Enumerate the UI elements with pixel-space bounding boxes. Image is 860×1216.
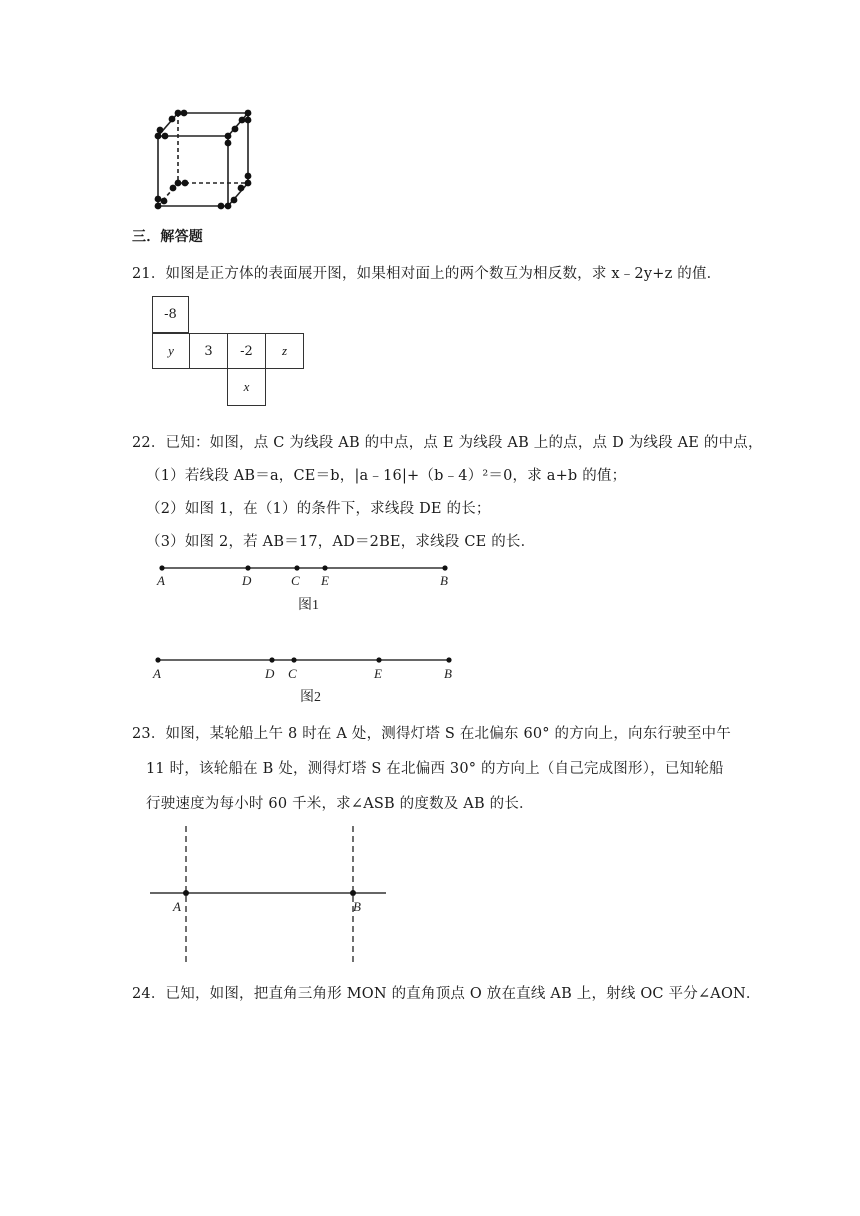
label-e-fig2: E: [374, 666, 382, 681]
net-cell-label: -2: [240, 343, 253, 359]
point-c-fig1: [294, 565, 299, 570]
label-b-fig2: B: [444, 666, 452, 681]
label-d-fig2: D: [265, 666, 275, 681]
point-d-fig2: [269, 657, 274, 662]
section-title: 三．解答题: [132, 229, 203, 245]
net-cell-z: [265, 333, 304, 369]
label-c-fig2: C: [288, 666, 297, 681]
point-b-fig1: [442, 565, 447, 570]
q23-figure: [148, 822, 388, 966]
point-e-fig2: [376, 657, 381, 662]
point-b-fig2: [446, 657, 451, 662]
label-a-fig1: A: [157, 573, 165, 588]
label-a-fig2: A: [153, 666, 161, 681]
q23-line2: 11 时，该轮船在 B 处，测得灯塔 S 在北偏西 30° 的方向上（自己完成图形），已知轮船: [146, 761, 724, 777]
q24-text: 24．已知，如图，把直角三角形 MON 的直角顶点 O 放在直线 AB 上，射线 OC 平分∠AON．: [132, 986, 761, 1002]
point-b: [350, 890, 356, 896]
q23-line3: 行驶速度为每小时 60 千米，求∠ASB 的度数及 AB 的长．: [146, 796, 534, 812]
net-cell-3: [189, 333, 228, 369]
caption-fig1: 图1: [298, 598, 319, 613]
label-b-fig1: B: [440, 573, 448, 588]
label-d-fig1: D: [242, 573, 252, 588]
q21-text: 21．如图是正方体的表面展开图，如果相对面上的两个数互为相反数，求 x﹣2y+z 的值．: [132, 266, 722, 282]
net-cell-neg2: [227, 333, 266, 369]
net-cell-top: [152, 296, 189, 333]
net-cell-label: z: [281, 343, 288, 358]
cube-figure: [148, 106, 260, 216]
cube-net: [152, 296, 304, 410]
net-cell-label: y: [168, 343, 174, 358]
point-d-fig1: [245, 565, 250, 570]
q22-part2: （2）如图 1，在（1）的条件下，求线段 DE 的长；: [146, 501, 491, 517]
label-e-fig1: E: [321, 573, 329, 588]
caption-fig2: 图2: [300, 690, 321, 705]
point-a-fig2: [155, 657, 160, 662]
net-cell-y: [152, 333, 190, 369]
point-c-fig2: [291, 657, 296, 662]
q22-part3: （3）如图 2，若 AB＝17，AD＝2BE，求线段 CE 的长．: [146, 534, 536, 550]
net-cell-label: x: [243, 379, 250, 394]
net-cell-label: -8: [164, 307, 177, 322]
net-cell-x: [227, 368, 266, 406]
point-a: [183, 890, 189, 896]
label-c-fig1: C: [291, 573, 300, 588]
q23-line1: 23．如图，某轮船上午 8 时在 A 处，测得灯塔 S 在北偏东 60° 的方向上，向东行驶至中午: [132, 726, 731, 742]
point-e-fig1: [322, 565, 327, 570]
q22-part1: （1）若线段 AB＝a，CE＝b，|a﹣16|+（b﹣4）²＝0，求 a+b 的值；: [146, 468, 627, 484]
point-a-fig1: [159, 565, 164, 570]
label-b: B: [353, 899, 361, 914]
q22-intro: 22．已知：如图，点 C 为线段 AB 的中点，点 E 为线段 AB 上的点，点 D 为线段 AE 的中点，: [132, 435, 763, 451]
label-a: A: [173, 899, 181, 914]
q22-figure: [148, 558, 460, 708]
net-cell-label: 3: [204, 343, 213, 359]
